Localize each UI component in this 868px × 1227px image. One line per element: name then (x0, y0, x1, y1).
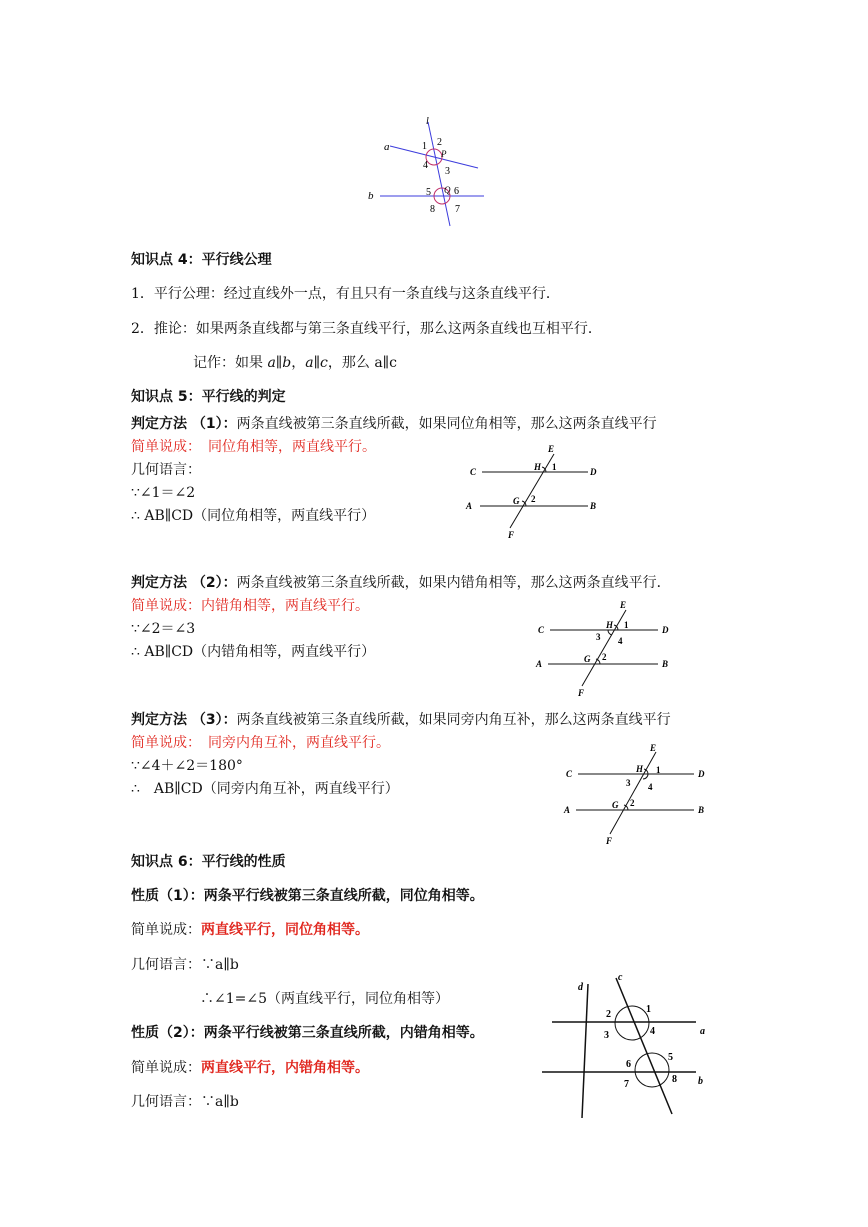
kp6-p2-simple (131, 1059, 369, 1077)
figure-method3 (556, 738, 716, 848)
fig6-4: 4 (650, 1026, 655, 1037)
kp5-m2-simple: 简单说成：内错角相等，两直线平行。 (131, 598, 369, 614)
label-5: 5 (426, 187, 431, 198)
fig6-6: 6 (626, 1059, 631, 1070)
fig3-A: A (564, 805, 571, 815)
label-4: 4 (423, 160, 428, 171)
label-6: 6 (454, 186, 459, 197)
label-Q: Q (444, 185, 451, 195)
kp4-item2: 2．推论：如果两条直线都与第三条直线平行，那么这两条直线也互相平行． (131, 321, 602, 337)
fig3-1: 1 (656, 765, 661, 775)
kp6-p1-geo: 几何语言：∵a∥b (131, 957, 239, 973)
kp6-p1-simple (131, 921, 369, 939)
label-8: 8 (430, 204, 435, 215)
kp6-p2-head: 性质（2）：两条平行线被第三条直线所截，内错角相等。 (131, 1025, 484, 1041)
kp6-p1-simple-prefix: 简单说成： (131, 922, 201, 938)
fig2-2: 2 (602, 652, 607, 662)
fig2-D: D (662, 625, 669, 635)
fig1-F: F (508, 530, 515, 540)
kp4-title: 知识点 4：平行线公理 (131, 252, 272, 268)
kp6-p2-geo: 几何语言：∵a∥b (131, 1094, 239, 1110)
fig3-G: G (612, 800, 619, 810)
fig1-B: B (590, 501, 597, 511)
kp5-m1-simple: 简单说成： 同位角相等，两直线平行。 (131, 439, 376, 455)
kp5-m2-head: 判定方法 （2）： (131, 575, 237, 591)
kp5-m2-text: 两条直线被第三条直线所截，如果内错角相等，那么这两条直线平行． (236, 575, 671, 591)
kp4-note (193, 354, 397, 372)
kp6-p1-head: 性质（1）：两条平行线被第三条直线所截，同位角相等。 (131, 888, 484, 904)
fig2-F: F (578, 688, 585, 698)
fig6-b: b (698, 1076, 703, 1087)
fig6-2: 2 (606, 1009, 611, 1020)
fig2-A: A (536, 659, 543, 669)
fig2-C: C (538, 625, 545, 635)
kp5-m3-statement (131, 711, 671, 729)
kp6-p1-simple-red: 两直线平行，同位角相等。 (201, 922, 369, 938)
kp5-m1-text: 两条直线被第三条直线所截，如果同位角相等，那么这两条直线平行 (236, 416, 657, 432)
fig1-2: 2 (531, 494, 536, 504)
kp5-m3-because: ∵∠4＋∠2＝180° (131, 758, 243, 774)
kp5-m1-head: 判定方法 （1）： (131, 416, 237, 432)
fig3-H: H (636, 764, 644, 774)
fig1-C: C (470, 467, 477, 477)
kp6-title: 知识点 6：平行线的性质 (131, 854, 286, 870)
fig2-1: 1 (624, 620, 629, 630)
fig6-a: a (700, 1026, 705, 1037)
fig2-4: 4 (618, 636, 623, 646)
fig6-7: 7 (624, 1079, 629, 1090)
fig2-B: B (662, 659, 669, 669)
figure-intersecting-lines-top (360, 112, 500, 232)
fig3-B: B (698, 805, 705, 815)
fig6-1: 1 (646, 1004, 651, 1015)
kp5-title: 知识点 5：平行线的判定 (131, 389, 286, 405)
kp5-m1-therefore: ∴ AB∥CD（同位角相等，两直线平行） (131, 508, 376, 524)
kp5-m3-text: 两条直线被第三条直线所截，如果同旁内角互补，那么这两条直线平行 (236, 712, 671, 728)
figure-method2 (532, 596, 682, 700)
fig1-A: A (466, 501, 473, 511)
fig1-1: 1 (552, 462, 557, 472)
label-2: 2 (437, 137, 442, 148)
kp6-p1-therefore: ∴∠1=∠5（两直线平行，同位角相等） (200, 991, 450, 1007)
fig2-E: E (620, 600, 627, 610)
kp5-m3-simple: 简单说成： 同旁内角互补，两直线平行。 (131, 735, 390, 751)
fig3-F: F (606, 836, 613, 846)
kp6-p2-simple-red: 两直线平行，内错角相等。 (201, 1060, 369, 1076)
fig2-3: 3 (596, 632, 601, 642)
label-P: P (441, 149, 447, 159)
fig2-G: G (584, 654, 591, 664)
fig6-c: c (618, 972, 623, 983)
kp4-note-suffix: ，那么 a∥c (327, 355, 397, 371)
kp4-item1: 1．平行公理：经过直线外一点，有且只有一条直线与这条直线平行． (131, 286, 560, 302)
kp5-m2-therefore: ∴ AB∥CD（内错角相等，两直线平行） (131, 644, 376, 660)
kp5-m1-because: ∵∠1＝∠2 (131, 485, 196, 501)
figure-parallel-properties (536, 966, 716, 1122)
kp4-note-ac: a∥c (305, 355, 328, 371)
kp6-p2-simple-prefix: 简单说成： (131, 1060, 201, 1076)
kp5-m1-statement (131, 415, 657, 433)
fig6-8: 8 (672, 1074, 677, 1085)
fig6-d: d (578, 982, 583, 993)
fig3-E: E (650, 743, 657, 753)
fig1-H: H (534, 462, 542, 472)
fig1-D: D (590, 467, 597, 477)
label-7: 7 (455, 204, 460, 215)
kp5-m2-statement (131, 574, 671, 592)
fig6-5: 5 (668, 1052, 673, 1063)
fig2-H: H (606, 620, 614, 630)
figure-method1 (460, 440, 610, 540)
fig1-E: E (548, 444, 555, 454)
kp4-note-ab: a∥b (267, 355, 292, 371)
fig3-3: 3 (626, 778, 631, 788)
kp5-m3-therefore: ∴ AB∥CD（同旁内角互补，两直线平行） (131, 781, 399, 797)
label-3: 3 (445, 166, 450, 177)
fig6-3: 3 (604, 1030, 609, 1041)
fig1-G: G (513, 496, 520, 506)
kp5-m1-geo: 几何语言： (131, 462, 201, 478)
label-a: a (384, 141, 390, 153)
fig3-4: 4 (648, 782, 653, 792)
kp5-m2-because: ∵∠2＝∠3 (131, 621, 196, 637)
fig3-D: D (698, 769, 705, 779)
kp4-note-prefix: 记作：如果 (193, 355, 268, 371)
label-b: b (368, 190, 374, 202)
kp5-m3-head: 判定方法 （3）： (131, 712, 237, 728)
label-l: l (426, 116, 429, 127)
fig3-2: 2 (630, 798, 635, 808)
kp4-note-sep: ， (291, 355, 306, 371)
label-1: 1 (422, 141, 427, 152)
fig3-C: C (566, 769, 573, 779)
